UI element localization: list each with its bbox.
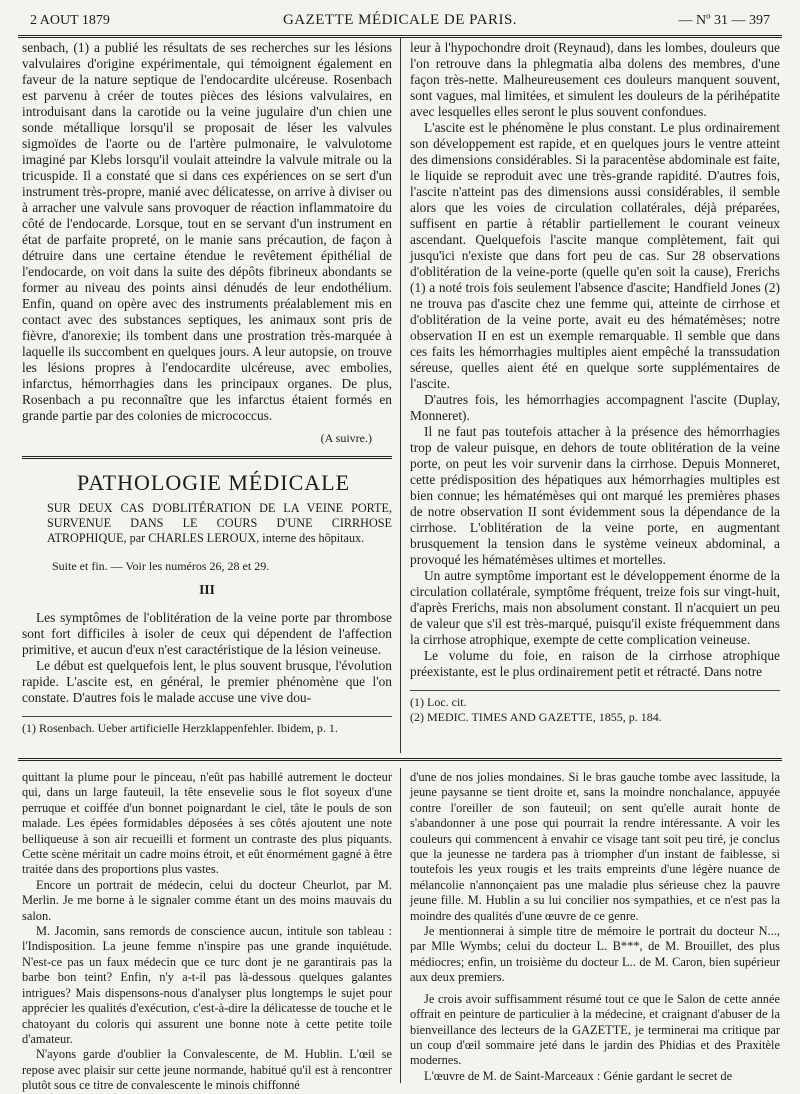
section-rule xyxy=(22,456,392,459)
paragraph: Le début est quelquefois lent, le plus souvent brusque, l'évolution rapide. L'ascite est, en général, le premier phénomène que l'on constate. D'autres fois le malade accuse une vive dou- xyxy=(22,658,392,705)
journal-title: GAZETTE MÉDICALE DE PARIS. xyxy=(282,12,518,28)
paragraph: L'œuvre de M. de Saint-Marceaux : Génie gardant le secret de xyxy=(424,1068,733,1083)
paragraph: L'ascite est le phénomène le plus constant. Le plus ordinairement son développement est rapide, et en quelques jours le ventre atteint des dimensions considérables. Si la paracentèse abdominale est faite, le liquide se reproduit avec une très-grande rapidité. D'autres fois, l'ascite n'atteint pas des dimensions aussi considérables, il semble alors que les voies de circulation collatérales, déjà préparées, suffisent en partie à rétablir partiellement le courant veineux ascendant. Quelquefois l'ascite manque complètement, fait qui jusqu'ici n'existe que dans fort peu de cas. Sur 28 observations d'oblitération de la veine-porte (quelle qu'en soit la cause), Frerichs (1) a noté trois fois seulement l'absence d'ascite; Handfield Jones (2) ne trouva pas d'ascite chez une femme qui, atteinte de cirrhose et d'oblitération de la veine porte, avait eu des hématémèses; notre observation II en est un exemple remarquable. Il semble que dans ces faits les hémorrhagies multiples aient empêché la transsudation séreuse, quelles aient été en quelque sorte supplémentaires de l'ascite. xyxy=(410,120,780,391)
column-right-top xyxy=(410,40,780,770)
issue-number: — Nº 31 — 397 xyxy=(678,13,770,28)
paragraph: D'autres fois, les hémorrhagies accompagnent l'ascite (Duplay, Monneret). xyxy=(410,392,780,423)
paragraph: Je crois avoir suffisamment résumé tout ce que le Salon de cette année offrait en peinture de particulier à la médecine, et craignant d'abuser de la bienveillance des lecteurs de la GAZETTE, je terminerai ma critique par un coup d'œil sommaire jeté dans le jardin des Phidias et des Praxitèle modernes. xyxy=(410,991,780,1068)
page-header xyxy=(20,8,780,32)
paragraph: Un autre symptôme important est le développement énorme de la circulation collatérale, symptôme fréquent, treize fois sur vingt-huit, d'après Frerichs, mais non absolument constant. Il n'acquiert un peu de valeur que s'il est très-marqué, puisqu'il existe fréquemment dans la cirrhose atrophique, exempte de cette complication veineuse. xyxy=(410,568,780,647)
column-divider xyxy=(400,768,401,1083)
column-left-top xyxy=(22,40,392,770)
column-left-bottom xyxy=(22,770,392,1093)
paragraph: Il ne faut pas toutefois attacher à la présence des hémorrhagies trop de valeur puisque, en dehors de toute oblitération de la veine porte, on peut les voir survenir dans la cirrhose. Depuis Monneret, cette prédisposition des hépatiques aux hémorrhagies multiples est bien connue; les hématémèses qui ont marqué les premières phases de notre observation II sont évidemment sous la dépendance de la cirrhose. L'oblitération de la veine porte, en augmentant brusquement la tension dans le système veineux abdominal, a provoqué les hématémèses ultimes et mortelles. xyxy=(410,424,780,567)
footnote: (2) MEDIC. TIMES AND GAZETTE, 1855, p. 184. xyxy=(410,710,662,724)
paragraph: N'ayons garde d'oublier la Convalescente, de M. Hublin. L'œil se repose avec plaisir sur cette jeune normande, habitué qu'il est à rencontrer plutôt sous ce titre de convalescente le minois chiffonné xyxy=(22,1047,392,1093)
article-subtitle: SUR DEUX CAS D'OBLITÉRATION DE LA VEINE PORTE, SURVENUE DANS LE COURS D'UNE CIRRHOSE ATROPHIQUE, par CHARLES LEROUX, interne des hôpitaux. xyxy=(47,501,392,545)
paragraph: Je mentionnerai à simple titre de mémoire le portrait du docteur N..., par Mlle Wymbs; celui du docteur L. B***, de M. Brouillet, des plus médiocres; enfin, un troisième du docteur L.. de M. Caron, bien supérieur aux deux premiers. xyxy=(410,924,780,985)
paragraph: d'une de nos jolies mondaines. Si le bras gauche tombe avec lassitude, la jeune paysanne se tient droite et, sans la moindre nonchalance, appuyée contre l'oreiller de son fauteuil; on sent qu'elle aurait honte de s'abandonner à une pose qui pourrait la rendre intéressante. A voir les couleurs qui commencent à envahir ce visage tant soit peu tiré, je conclus que la jeunesse ne tardera pas à triompher d'un instant de faiblesse, si toutefois les yeux rougis et les traits empreints d'une légère nuance de mélancolie n'annonçaient pas une maladie plus sérieuse chez la pauvre jeune fille. M. Hublin a su lui concilier nos sympathies, et ce n'est pas la moindre des qualités d'une œuvre de ce genre. xyxy=(410,770,780,923)
footnote: (1) Loc. cit. xyxy=(410,695,467,709)
paragraph: leur à l'hypochondre droit (Reynaud), dans les lombes, douleurs que l'on retrouve dans la phlegmatia alba dolens des membres, d'une façon très-nette. Malheureusement ces douleurs manquent souvent, sont vagues, mal limitées, et simulent les douleurs de la périhépatite avec lesquelles elles seront le plus souvent confondues. xyxy=(410,40,780,119)
paragraph: senbach, (1) a publié les résultats de ses recherches sur les lésions valvulaires d'origine expérimentale, qui témoignent également en faveur de la nature septique de l'endocardite ulcéreuse. Rosenbach est parvenu à créer de toutes pièces des lésions valvulaires, en introduisant dans la carotide ou la veine jugulaire d'un chien une sonde métallique lorsqu'il se proposait de léser les valvules sigmoïdes de l'aorte ou de l'artère pulmonaire, le valvulotome imaginé par Klebs lorsqu'il voulait atteindre la valvule mitrale ou la tricuspide. Il a constaté que si dans ces expériences on se sert d'un instrument très-propre, manié avec délicatesse, on arrive à diviser ou à arracher une valvule sans provoquer de réaction inflammatoire du côté de l'endocarde. Lorsque, tout en se servant d'un instrument en état de parfaite propreté, on le manie sans précaution, de façon à détruire dans une certaine étendue le revêtement épithélial de l'endocarde, on voit dans la suite des dépôts fibrineux abondants se former au niveau des points ainsi dénudés de leur endothélium. Enfin, quand on opère avec des instruments préalablement mis en contact avec des substances septiques, les animaux sont pris de fièvre, d'anorexie; ils tombent dans une prostration très-marquée à laquelle ils succombent en quelques jours. A leur autopsie, on trouve les lésions propres à l'endocardite ulcéreuse, avec embolies, infarctus, hémorrhagies dans les principaux organes. De plus, Rosenbach a pu reconnaître que les infarctus étaient formés en grande partie par des colonies de micrococcus. xyxy=(22,40,392,423)
footnote-rule xyxy=(410,690,780,691)
paragraph: quittant la plume pour le pinceau, n'eût pas habillé autrement le docteur qui, dans un large fauteuil, la tête ensevelie sous le flot soyeux d'une perruque et coiffée d'un bonnet poignardant le ciel, tâte le pouls de son malade. Les épées formidables déposées à ses côtés ajoutent une note belliqueuse à son air recueilli et forment un contraste des plus piquants. Cette scène méritait un cadre moins étroit, et eût énormément gagné à être traitée dans des proportions plus vastes. xyxy=(22,770,392,877)
paragraph: Les symptômes de l'oblitération de la veine porte par thrombose sont fort difficiles à isoler de ceux qui dépendent de l'affection primitive, et aucun d'eux n'est caractéristique de la lésion veineuse. xyxy=(22,610,392,657)
paragraph: Encore un portrait de médecin, celui du docteur Cheurlot, par M. Merlin. Je me borne à le signaler comme étant un des moins mauvais du salon. xyxy=(22,877,392,923)
column-right-bottom xyxy=(410,770,780,1082)
footnote: (1) Rosenbach. Ueber artificielle Herzklappenfehler. Ibidem, p. 1. xyxy=(22,721,338,735)
paragraph: M. Jacomin, sans remords de conscience aucun, intitule son tableau : l'Indisposition. La jeune femme n'inspire pas une grande inquiétude. N'est-ce pas un faux médecin que ce turc dont je ne garantirais pas la barbe bon teint? Enfin, n'y a-t-il pas là-dessous quelques galantes intrigues? Mais dispensons-nous d'analyser plus longtemps le sujet pour apprécier les qualités d'exécution, c'est-à-dire la délicatesse de touche et le chatoyant du coloris qui assurent une bonne note à cette petite toile d'amateur. xyxy=(22,924,392,1046)
issue-date: 2 AOUT 1879 xyxy=(30,13,110,28)
article-continuation-note: Suite et fin. — Voir les numéros 26, 28 et 29. xyxy=(52,559,270,573)
middle-rule xyxy=(18,758,782,761)
footnote-rule xyxy=(22,716,392,717)
paragraph: Le volume du foie, en raison de la cirrhose atrophique préexistante, est le plus ordinairement petit et rétracté. Dans notre xyxy=(410,648,780,679)
column-divider xyxy=(400,38,401,753)
chapter-number: III xyxy=(199,582,215,597)
a-suivre: (A suivre.) xyxy=(320,431,372,445)
section-title: PATHOLOGIE MÉDICALE xyxy=(77,470,351,495)
